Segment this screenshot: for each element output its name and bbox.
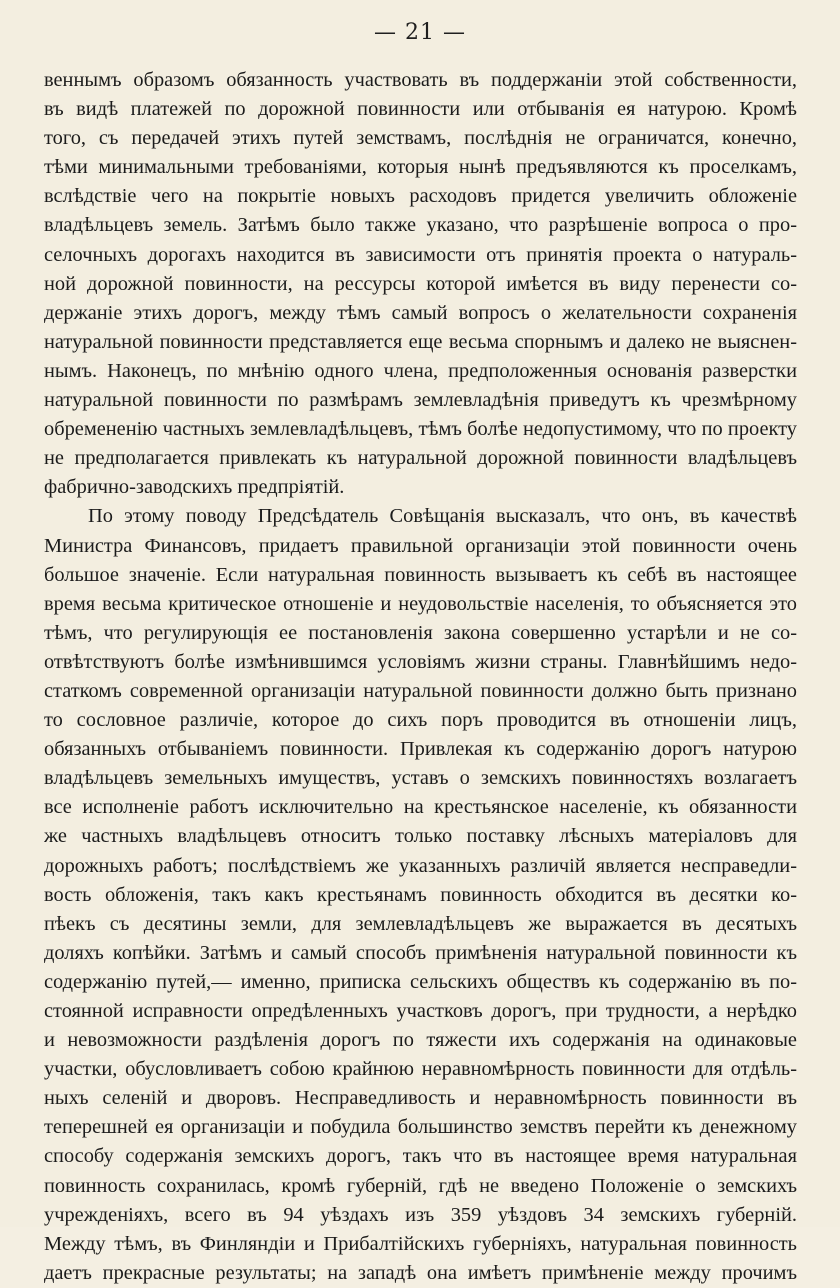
text-line: все исполненiе работъ исключительно на крестьянское населенiе, къ обязанности [44,796,797,819]
text-line: того, съ передачей этихъ путей земствамъ, послѣднiя не ограничатся, конечно, [44,127,797,150]
text-line: не предполагается привлекать къ натуральной дорожной повинности владѣльцевъ [44,447,797,470]
text-line: тѣми минимальными требованiями, которыя нынѣ предъявляются къ проселкамъ, [44,156,797,179]
text-line: время весьма критическое отношенiе и неудовольствiе населенiя, то объясняется это [44,592,797,615]
text-line: натуральной повинности по размѣрамъ землевладѣнiя приведутъ къ чрезмѣрному [44,389,797,412]
text-line: даетъ прекрасные результаты; на западѣ она имѣетъ примѣненiе между прочимъ [44,1261,797,1284]
text-line: нымъ. Наконецъ, по мнѣнiю одного члена, предположенныя основанiя разверстки [44,359,797,382]
text-line: вость обложенiя, такъ какъ крестьянамъ повинность обходится въ десятки ко- [44,883,797,906]
text-line: въ видѣ платежей по дорожной повинности или отбыванiя ея натурою. Кромѣ [44,98,797,121]
text-line: держанiе этихъ дорогъ, между тѣмъ самый вопросъ о желательности сохраненiя [44,301,797,324]
text-line: Министра Финансовъ, придаетъ правильной организацiи этой повинности очень [44,534,797,557]
text-line: то сословное различiе, которое до сихъ поръ проводится въ отношенiи лицъ, [44,709,797,732]
text-line: вслѣдствiе чего на покрытiе новыхъ расходовъ придется увеличить обложенiе [44,185,797,208]
text-line: дорожныхъ работъ; послѣдствiемъ же указанныхъ различiй является несправедли- [44,854,797,877]
text-line: статкомъ современной организацiи натуральной повинности должно быть признано [44,679,797,702]
text-line: участки, обусловливаетъ собою крайнюю неравномѣрность повинности для отдѣль- [44,1058,797,1081]
page-number: — 21 — [374,20,466,45]
text-line: обремененiю частныхъ землевладѣльцевъ, тѣмъ болѣе недопустимому, что по проекту [44,418,797,441]
text-line: пѣекъ съ десятины земли, для землевладѣльцевъ же выражается въ десятыхъ [44,912,797,935]
text-line: владѣльцевъ земельныхъ имуществъ, уставъ о земскихъ повинностяхъ возлагаетъ [44,767,797,790]
body-text [44,66,797,1288]
text-line: доляхъ копѣйки. Затѣмъ и самый способъ примѣненiя натуральной повинности къ [44,941,797,964]
text-line: большое значенiе. Если натуральная повинность вызываетъ къ себѣ въ настоящее [44,563,797,586]
text-line: ной дорожной повинности, на рессурсы которой имѣется въ виду перенести со- [44,272,797,295]
text-line: повинность сохранилась, кромѣ губернiй, гдѣ не введено Положенiе о земскихъ [44,1174,797,1197]
text-line: натуральной повинности представляется еще весьма спорнымъ и далеко не выяснен- [44,330,797,353]
text-line: ныхъ селенiй и дворовъ. Несправедливость и неравномѣрность повинности въ [44,1087,797,1110]
text-line: обязанныхъ отбыванiемъ повинности. Привлекая къ содержанiю дорогъ натурою [44,738,797,761]
text-line: селочныхъ дорогахъ находится въ зависимости отъ принятiя проекта о натураль- [44,243,797,266]
text-line: стоянной исправности опредѣленныхъ участковъ дорогъ, при трудности, а нерѣдко [44,1000,797,1022]
text-line: учрежденiяхъ, всего въ 94 уѣздахъ изъ 359 уѣздовъ 34 земскихъ губернiй. [44,1203,797,1226]
text-line: отвѣтствуютъ болѣе измѣнившимся условiямъ жизни страны. Главнѣйшимъ недо- [44,650,797,673]
text-line: фабрично-заводскихъ предпрiятiй. [44,476,345,499]
text-line: теперешней ея организацiи и побудила большинство земствъ перейти къ денежному [44,1116,797,1139]
text-line: Между тѣмъ, въ Финляндiи и Прибалтiйскихъ губернiяхъ, натуральная повинность [44,1232,797,1255]
text-line: и невозможности раздѣленiя дорогъ по тяжести ихъ содержанiя на одинаковые [44,1029,797,1052]
text-line: содержанiю путей,— именно, приписка сельскихъ обществъ къ содержанiю въ по- [44,970,797,993]
text-line: веннымъ образомъ обязанность участвовать въ поддержанiи этой собственности, [44,69,797,91]
text-line: тѣмъ, что регулирующiя ее постановленiя закона совершенно устарѣли и не со- [44,621,797,644]
text-line: же частныхъ владѣльцевъ относитъ только поставку лѣсныхъ матерiаловъ для [44,825,797,848]
text-line: владѣльцевъ земель. Затѣмъ было также указано, что разрѣшенiе вопроса о про- [44,214,797,237]
text-line: По этому поводу Предсѣдатель Совѣщанiя высказалъ, что онъ, въ качествѣ [88,505,797,528]
text-line: способу содержанiя земскихъ дорогъ, такъ что въ настоящее время натуральная [44,1145,797,1168]
